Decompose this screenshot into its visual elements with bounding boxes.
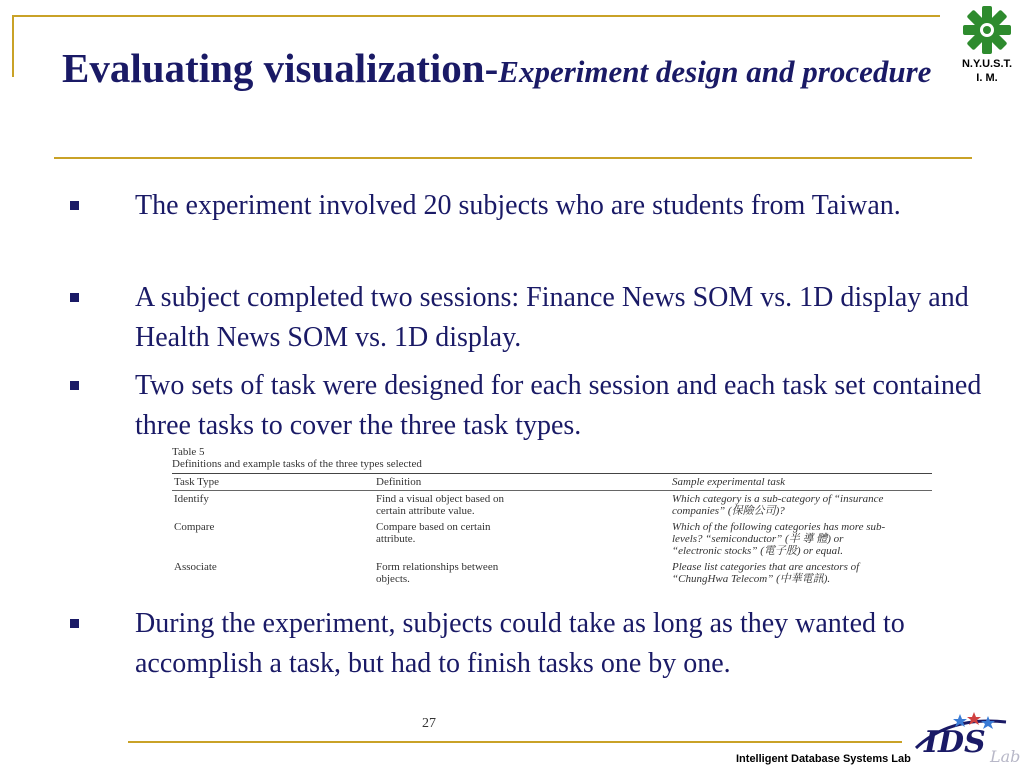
table-header-cell: Definition	[376, 476, 422, 488]
table-cell: Associate	[174, 561, 217, 573]
slide-title	[62, 46, 942, 92]
table-row	[172, 521, 932, 557]
bullet-text: Two sets of task were designed for each session and each task set contained three tasks to cover the three task types.	[135, 370, 982, 441]
table-cell: Which of the following categories has more sub- levels? “semiconductor” (半 導 體) or “electronic stocks” (電子股) or equal.	[672, 521, 886, 557]
table-cell: Form relationships between objects.	[376, 561, 499, 585]
definitions-table	[172, 446, 932, 596]
table-cell: Identify	[174, 493, 209, 505]
table-caption-number: Table 5	[172, 446, 205, 458]
table-row	[172, 561, 932, 585]
bullet-text: A subject completed two sessions: Finance News SOM vs. 1D display and Health News SOM vs. 1D display.	[135, 282, 969, 353]
page-number: 27	[422, 716, 436, 731]
bullet-text: The experiment involved 20 subjects who are students from Taiwan.	[135, 190, 901, 221]
top-border-line	[12, 15, 940, 17]
square-bullet-icon	[70, 619, 79, 628]
title-subtitle: Experiment design and procedure	[498, 54, 932, 89]
nyust-logo	[952, 4, 1022, 84]
title-main: Evaluating visualization-	[62, 45, 499, 91]
square-bullet-icon	[70, 201, 79, 210]
table-row	[172, 493, 932, 517]
table-caption-title: Definitions and example tasks of the three types selected	[172, 458, 422, 470]
ids-logo-script: Lab	[990, 747, 1021, 766]
bullet-text: During the experiment, subjects could take as long as they wanted to accomplish a task, but had to finish tasks one by one.	[135, 608, 905, 679]
table-header-row	[172, 474, 932, 491]
title-divider	[54, 157, 972, 159]
nyust-logo-line1: N.Y.U.S.T.	[961, 58, 1013, 70]
ids-lab-logo	[910, 708, 1022, 766]
table-cell: Please list categories that are ancestors of “ChungHwa Telecom” (中華電訊).	[672, 561, 860, 585]
table-cell: Compare based on certain attribute.	[376, 521, 491, 545]
table-grid	[172, 473, 932, 585]
ids-logo-letters: IDS	[924, 725, 986, 760]
table-cell: Compare	[174, 521, 215, 533]
table-header-cell: Task Type	[174, 476, 219, 488]
nyust-emblem-icon	[960, 4, 1014, 56]
table-cell: Find a visual object based on certain attribute value.	[376, 493, 505, 517]
table-header-cell: Sample experimental task	[672, 476, 786, 488]
square-bullet-icon	[70, 381, 79, 390]
left-border-line	[12, 15, 14, 77]
table-cell: Which category is a sub-category of “insurance companies” (保險公司)?	[672, 493, 884, 517]
nyust-logo-line2: I. M.	[976, 72, 998, 84]
lab-name: Intelligent Database Systems Lab	[736, 753, 911, 765]
footer-divider	[128, 741, 902, 743]
ids-logo-icon	[910, 708, 1022, 766]
square-bullet-icon	[70, 293, 79, 302]
